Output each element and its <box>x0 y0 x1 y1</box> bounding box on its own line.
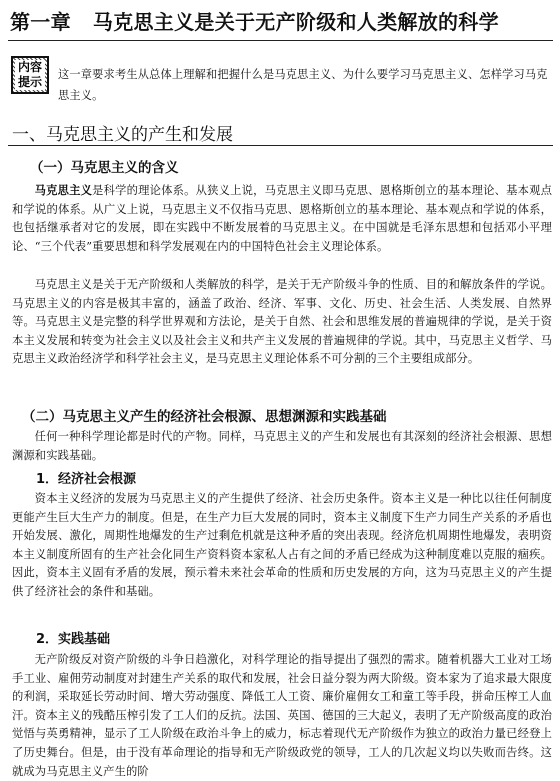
paragraph-definition <box>12 182 552 256</box>
chapter-number: 第一章 <box>10 10 71 34</box>
paragraph-economic-roots: 资本主义经济的发展为马克思主义的产生提供了经济、社会历史条件。资本主义是一种比以往任何制度更能产生巨大生产力的制度。但是，在生产力巨大发展的同时，资本主义制度下生产力同生产关系的矛盾也开始发展、激化，周期性地爆发的生产过剩危机就是这种矛盾的突出表现。经济危机周期性地爆发，表明资本主义制度所固有的生产社会化同生产资料资本家私人占有之间的矛盾已经成为这种制度难以克服的痼疾。因此，资本主义固有矛盾的发展，预示着未来社会革命的性质和历史发展的方向，这为马克思主义的产生提供了经济社会的条件和基础。 <box>12 492 552 598</box>
item-heading-1: 1．经济社会根源 <box>36 472 137 487</box>
chapter-title <box>10 6 555 35</box>
tip-label-line2: 提示 <box>15 75 45 90</box>
item-heading-2: 2．实践基础 <box>36 632 111 647</box>
chapter-title-text: 马克思主义是关于无产阶级和人类解放的科学 <box>92 10 499 34</box>
paragraph-science: 马克思主义是关于无产阶级和人类解放的科学，是关于无产阶级斗争的性质、目的和解放条件的学说。马克思主义的内容是极其丰富的，涵盖了政治、经济、军事、文化、历史、社会生活、人类发展、自然界等。马克思主义是完整的科学世界观和方法论，是关于自然、社会和思维发展的普遍规律的学说，是关于资本主义发展和转变为社会主义以及社会主义和共产主义发展的普遍规律的学说。其中，马克思主义哲学、马克思主义政治经济学和科学社会主义，是马克思主义理论体系不可分割的三个主要组成部分。 <box>12 278 552 366</box>
subsection-heading-1: （一）马克思主义的含义 <box>30 160 179 176</box>
content-tip-badge <box>11 56 49 94</box>
section-divider <box>8 145 553 146</box>
tip-text: 这一章要求考生从总体上理解和把握什么是马克思主义、为什么要学习马克思主义、怎样学习马克思主义。 <box>58 68 548 102</box>
paragraph-lead-term: 马克思主义 <box>34 184 93 197</box>
paragraph-intro: 任何一种科学理论都是时代的产物。同样，马克思主义的产生和发展也有其深刻的经济社会根源、思想渊源和实践基础。 <box>12 430 552 462</box>
paragraph-definition-text: 是科学的理论体系。从狭义上说，马克思主义即马克思、恩格斯创立的基本理论、基本观点和学说的体系。从广义上说，马克思主义不仅指马克思、恩格斯创立的基本理论、基本观点和学说的体系，也包括继承者对它的发展，即在实践中不断发展着的马克思主义。在中国就是毛泽东思想和包括邓小平理论、“三个代表”重要思想和科学发展观在内的中国特色社会主义理论体系。 <box>12 184 552 253</box>
chapter-divider <box>8 40 553 41</box>
subsection-heading-2: （二）马克思主义产生的经济社会根源、思想渊源和实践基础 <box>22 409 387 425</box>
section-heading: 一、马克思主义的产生和发展 <box>12 125 233 145</box>
tip-label-line1: 内容 <box>15 60 45 75</box>
paragraph-practice-basis: 无产阶级反对资产阶级的斗争日趋激化，对科学理论的指导提出了强烈的需求。随着机器大工业对工场手工业、雇佣劳动制度对封建生产关系的取代和发展，社会日益分裂为两大阶级。资本家为了追求最大限度的利润，采取延长劳动时间、增大劳动强度、降低工人工资、廉价雇佣女工和童工等手段，拼命压榨工人血汗。资本主义的残酷压榨引发了工人们的反抗。法国、英国、德国的三大起义，表明了无产阶级高度的政治觉悟与英勇精神，显示了工人阶级在政治斗争上的威力，标志着现代无产阶级作为独立的政治力量已经登上了历史舞台。但是，由于没有革命理论的指导和无产阶级政党的领导，工人的几次起义均以失败而告终。这就成为马克思主义产生的阶 <box>12 653 552 778</box>
